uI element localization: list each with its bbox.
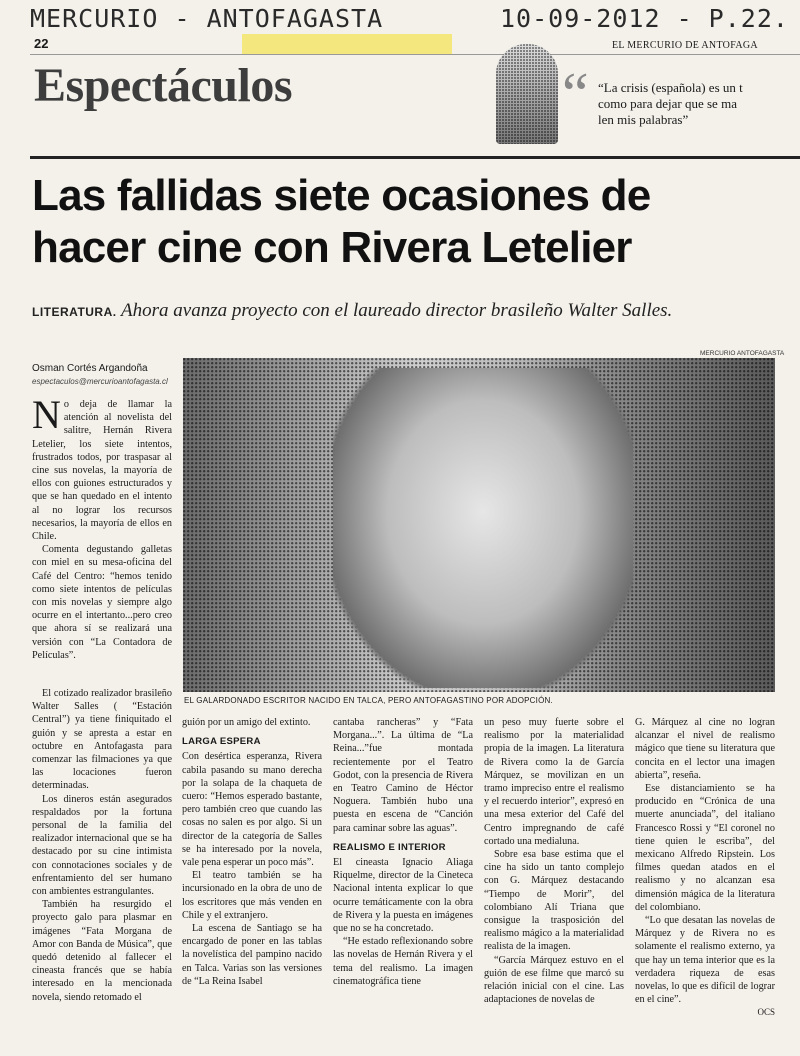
- paragraph: Los dineros están asegurados respaldados por la fortuna personal de la familia del realizador internacional que se ha destacado por su cine intimista con connotaciones sociales y de enfrentamiento del ser humano con ambientes estrangulantes.: [32, 793, 172, 898]
- column-2: [182, 716, 322, 988]
- paragraph: un peso muy fuerte sobre el realismo por la materialidad propia de la imagen. La literatura de Rivera como la de García Márquez, se movilizan en un tramo impreciso entre el realismo y el recuerdo interior”, expresó en una mesa exterior del Café del Centro impregnando de café cortado una medialuna.: [484, 717, 624, 847]
- pull-quote-line: “La crisis (española) es un t: [598, 80, 743, 95]
- paragraph: cantaba rancheras” y “Fata Morgana...”. La última de “La Reina...”fue montada recientemente por el Teatro Godot, con la presencia de Rivera en Teatro Camino de Héctor Noguera. También hubo una puesta en escena de “Canción para caminar sobre las aguas”.: [333, 717, 473, 834]
- column-5: [635, 716, 775, 1020]
- byline: [32, 362, 177, 388]
- photo-credit: MERCURIO ANTOFAGASTA: [700, 350, 785, 357]
- lead-text: Ahora avanza proyecto con el laureado director brasileño Walter Salles.: [121, 300, 673, 321]
- page-number: 22: [34, 36, 49, 51]
- paragraph: guión por un amigo del extinto.: [182, 717, 311, 728]
- handwritten-date: 10-09-2012 - P.22.: [500, 4, 789, 33]
- paragraph: o deja de llamar la atención al novelista del salitre, Hernán Rivera Letelier, los siete intentos, frustrados todos, por traspasar al cine sus novelas, la mayoría de ellos con guiones estructurados y que se han quedado en el intento al no lograr los recursos necesarios, la mayoría de ellos en Chile.: [32, 399, 172, 543]
- top-divider: [30, 54, 800, 55]
- handwritten-source: MERCURIO - ANTOFAGASTA: [30, 4, 384, 33]
- paragraph: “He estado reflexionando sobre las novelas de Hernán Rivera y el tema del realismo. La imagen cinematográfica tiene: [333, 936, 473, 987]
- paragraph: También ha resurgido el proyecto galo para plasmar en imágenes “Fata Morgana de Amor con Banda de Música”, que quedó detenido al fallecer el cineasta francés que se había interesado en la mencionada novela, siendo retomado el: [32, 899, 172, 1003]
- drop-cap: N: [32, 392, 61, 437]
- paragraph: El cineasta Ignacio Aliaga Riquelme, director de la Cineteca Nacional intenta explicar lo que ocurre temáticamente con la obra de Rivera y la puesta en imágenes que no se ha concretado.: [333, 857, 473, 935]
- paragraph: Con desértica esperanza, Rivera cabila pasando su mano derecha por la solapa de la chaqueta de cuero: “Hemos esperado bastante, pero también creo que cuando las cosas no salen es por algo. Si un director de la categoría de Salles se ha interesado por la novela, vale pena esperar un poco más”.: [182, 751, 322, 869]
- paragraph: G. Márquez al cine no logran alcanzar el nivel de realismo mágico que tiene su literatura que concita en el lector una imagen abierta”, reseña.: [635, 717, 775, 781]
- paragraph: La escena de Santiago se ha encargado de poner en las tablas la novelística del pampino nacido en Talca. Varias son las versiones de “La Reina Isabel: [182, 923, 322, 987]
- quote-mark: “: [562, 61, 589, 127]
- subheading: REALISMO E INTERIOR: [333, 841, 446, 853]
- headline-line: hacer cine con Rivera Letelier: [32, 223, 632, 272]
- photo-caption: EL GALARDONADO ESCRITOR NACIDO EN TALCA, PERO ANTOFAGASTINO POR ADOPCIÓN.: [184, 696, 553, 705]
- pull-quote-line: como para dejar que se ma: [598, 96, 737, 111]
- kicker: LITERATURA.: [32, 305, 117, 319]
- portrait-face: [333, 368, 633, 688]
- highlight-mark: [242, 34, 452, 54]
- section-title: Espectáculos: [34, 59, 292, 112]
- paragraph: El teatro también se ha incursionado en la obra de uno de los escritores que más venden en Chile y el extranjero.: [182, 870, 322, 921]
- subheading: LARGA ESPERA: [182, 736, 261, 748]
- author-email: espectaculos@mercurioantofagasta.cl: [32, 377, 168, 386]
- pull-quote-line: len mis palabras”: [598, 112, 689, 127]
- author-sign: OCS: [757, 1007, 775, 1018]
- pull-quote: [598, 80, 800, 128]
- paragraph: Comenta degustando galletas con miel en su mesa-oficina del Café del Centro: “hemos tenido como siete intentos de películas con mis novelas y siempre algo ocurre en el intertanto...pero creo que ahora sí se realizará una versión con “La Contadora de Películas”.: [32, 544, 172, 661]
- column-4: [484, 716, 624, 1006]
- author-name: Osman Cortés Argandoña: [32, 363, 148, 374]
- paragraph: Ese distanciamiento se ha producido en “Crónica de una muerte anunciada”, del italiano Francesco Rossi y “El coronel no tiene quien le escriba”, del mexicano Alfredo Ripstein. Los filmes quedan atados en el realismo y no alcanzan esa dimensión mágica de la literatura del colombiano.: [635, 783, 775, 913]
- headline-line: Las fallidas siete ocasiones de: [32, 171, 651, 220]
- column-1-bottom: [32, 687, 172, 1004]
- author-thumbnail: [496, 44, 558, 144]
- paragraph: El cotizado realizador brasileño Walter Salles ( “Estación Central”) ya tiene finiquitado el guión y se apresta a estar en octubre en Antofagasta para comenzar las filmaciones ya que las locaciones fueron determinadas.: [32, 688, 172, 792]
- headline: [32, 170, 792, 274]
- paragraph: Sobre esa base estima que el cine ha sido un tanto complejo con G. Márquez destacando “Tiempo de Morir”, del colombiano Alí Triana que consigue la trasposición del realismo mágico a la materialidad realista de la imagen.: [484, 849, 624, 953]
- column-3: [333, 716, 473, 988]
- lead: [32, 300, 752, 323]
- paragraph: “García Márquez estuvo en el guión de ese filme que marcó su relación inicial con el cine. Las adaptaciones de novelas de: [484, 954, 624, 1006]
- column-1-top: [32, 392, 172, 662]
- section-rule: [30, 156, 800, 159]
- paragraph: “Lo que desatan las novelas de Márquez y de Rivera no es solamente el realismo externo, ya que hay un tema interior que es la verdadera riqueza de esas novelas, lo que es difícil de lograr en el cine”.: [635, 915, 775, 1006]
- masthead: EL MERCURIO DE ANTOFAGA: [612, 40, 758, 51]
- article-photo: [183, 358, 775, 692]
